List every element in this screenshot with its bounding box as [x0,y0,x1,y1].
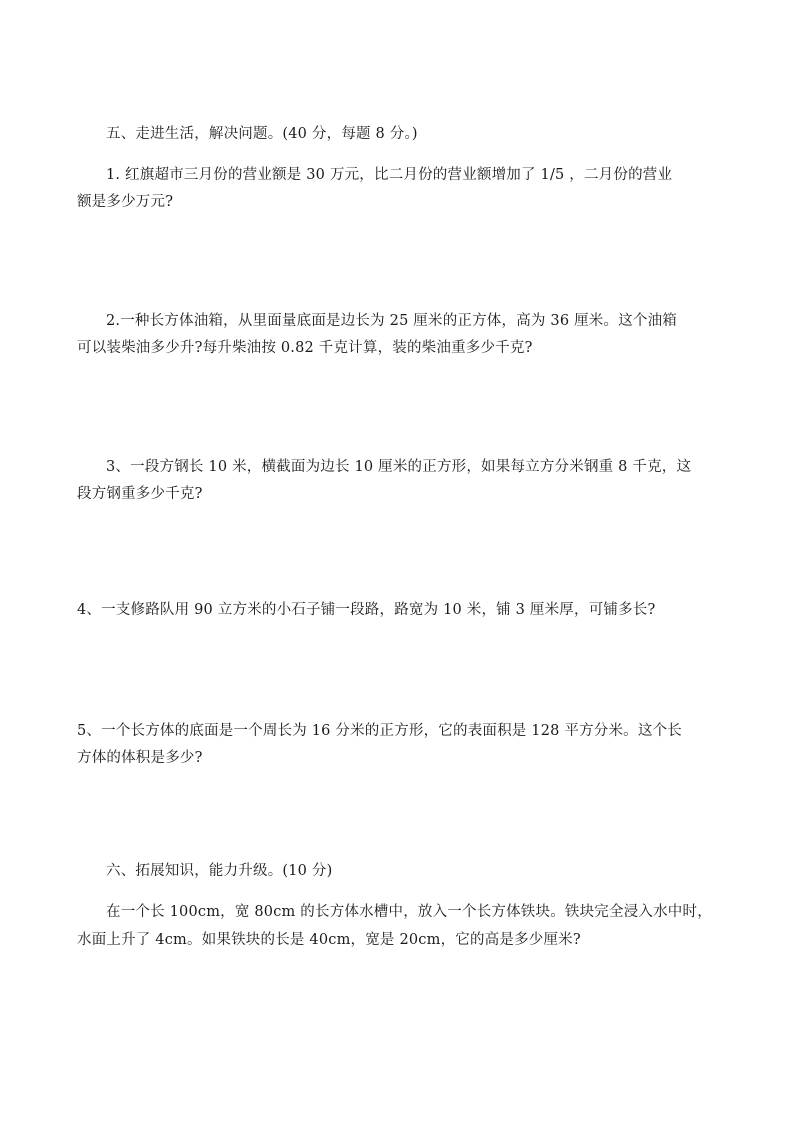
section-six-heading: 六、拓展知识，能力升级。(10 分) [106,863,333,879]
section-five-heading: 五、走进生活，解决问题。(40 分，每题 8 分。) [106,126,418,142]
extension-problem-line-2: 水面上升了 4cm。如果铁块的长是 40cm，宽是 20cm，它的高是多少厘米? [77,932,581,948]
question-5-line-1: 5、一个长方体的底面是一个周长为 16 分米的正方形，它的表面积是 128 平方分米。这个长 [77,723,682,739]
question-2-line-1: 2.一种长方体油箱，从里面量底面是边长为 25 厘米的正方体，高为 36 厘米。这个油箱 [106,313,677,329]
question-5-line-2: 方体的体积是多少? [77,750,203,766]
question-2-line-2: 可以装柴油多少升?每升柴油按 0.82 千克计算，装的柴油重多少千克? [77,340,533,356]
question-4-line-1: 4、一支修路队用 90 立方米的小石子铺一段路，路宽为 10 米，铺 3 厘米厚，可铺多长? [77,602,656,618]
extension-problem-line-1: 在一个长 100cm，宽 80cm 的长方体水槽中，放入一个长方体铁块。铁块完全浸入水中时， [106,904,712,920]
question-3-line-1: 3、一段方钢长 10 米，横截面为边长 10 厘米的正方形，如果每立方分米钢重 8 千克，这 [106,459,692,475]
question-1-line-1: 1. 红旗超市三月份的营业额是 30 万元，比二月份的营业额增加了 1/5 ，二月份的营业 [106,167,673,183]
question-3-line-2: 段方钢重多少千克? [77,486,203,502]
question-1-line-2: 额是多少万元? [77,194,174,210]
